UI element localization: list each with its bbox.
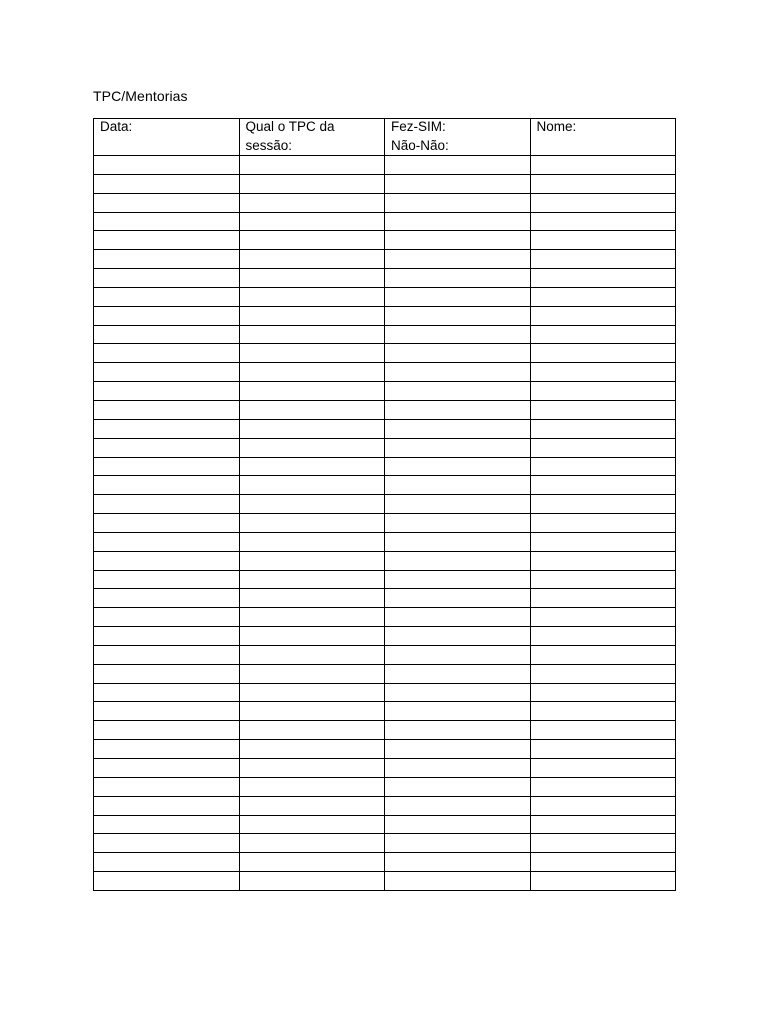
column-header-label: Qual o TPC da sessão: — [245, 119, 335, 153]
table-row — [94, 269, 676, 288]
table-row — [94, 589, 676, 608]
table-cell-fez — [385, 495, 531, 514]
table-row — [94, 796, 676, 815]
table-cell-tpc — [239, 551, 385, 570]
table-cell-fez — [385, 306, 531, 325]
table-row — [94, 815, 676, 834]
table-cell-data — [94, 400, 240, 419]
table-cell-nome — [530, 495, 676, 514]
table-cell-fez — [385, 193, 531, 212]
column-header-tpc — [239, 119, 385, 156]
table-cell-nome — [530, 325, 676, 344]
table-cell-tpc — [239, 514, 385, 533]
table-cell-tpc — [239, 589, 385, 608]
table-cell-data — [94, 306, 240, 325]
table-cell-tpc — [239, 721, 385, 740]
table-row — [94, 174, 676, 193]
table-cell-nome — [530, 514, 676, 533]
table-cell-nome — [530, 627, 676, 646]
table-cell-nome — [530, 872, 676, 891]
table-cell-nome — [530, 212, 676, 231]
table-cell-tpc — [239, 174, 385, 193]
table-cell-data — [94, 608, 240, 627]
table-cell-tpc — [239, 212, 385, 231]
table-cell-fez — [385, 853, 531, 872]
table-cell-fez — [385, 287, 531, 306]
table-row — [94, 777, 676, 796]
table-cell-data — [94, 532, 240, 551]
table-cell-fez — [385, 815, 531, 834]
table-cell-tpc — [239, 476, 385, 495]
table-cell-nome — [530, 174, 676, 193]
table-cell-fez — [385, 627, 531, 646]
table-row — [94, 306, 676, 325]
table-row — [94, 872, 676, 891]
column-header-label: Fez-SIM: Não-Não: — [391, 119, 449, 153]
table-cell-fez — [385, 250, 531, 269]
table-cell-tpc — [239, 306, 385, 325]
table-cell-data — [94, 514, 240, 533]
table-cell-tpc — [239, 325, 385, 344]
table-cell-nome — [530, 570, 676, 589]
table-row — [94, 419, 676, 438]
table-cell-tpc — [239, 419, 385, 438]
table-cell-data — [94, 382, 240, 401]
table-row — [94, 156, 676, 175]
table-cell-fez — [385, 759, 531, 778]
table-cell-fez — [385, 589, 531, 608]
table-row — [94, 645, 676, 664]
table-cell-nome — [530, 363, 676, 382]
table-cell-tpc — [239, 438, 385, 457]
table-cell-data — [94, 212, 240, 231]
table-row — [94, 721, 676, 740]
table-row — [94, 250, 676, 269]
table-cell-data — [94, 156, 240, 175]
table-cell-data — [94, 627, 240, 646]
table-cell-fez — [385, 740, 531, 759]
table-cell-tpc — [239, 457, 385, 476]
table-row — [94, 627, 676, 646]
table-cell-data — [94, 325, 240, 344]
table-row — [94, 834, 676, 853]
table-cell-tpc — [239, 532, 385, 551]
table-cell-nome — [530, 400, 676, 419]
table-cell-tpc — [239, 645, 385, 664]
table-cell-nome — [530, 551, 676, 570]
table-cell-data — [94, 363, 240, 382]
table-cell-fez — [385, 514, 531, 533]
table-cell-fez — [385, 796, 531, 815]
column-header-label: Nome: — [536, 119, 577, 134]
table-cell-fez — [385, 325, 531, 344]
table-row — [94, 287, 676, 306]
table-cell-data — [94, 853, 240, 872]
table-row — [94, 495, 676, 514]
table-cell-nome — [530, 702, 676, 721]
table-cell-fez — [385, 645, 531, 664]
table-cell-data — [94, 419, 240, 438]
table-cell-fez — [385, 570, 531, 589]
table-cell-nome — [530, 683, 676, 702]
table-cell-nome — [530, 815, 676, 834]
table-cell-nome — [530, 721, 676, 740]
table-row — [94, 438, 676, 457]
table-cell-tpc — [239, 796, 385, 815]
table-cell-tpc — [239, 269, 385, 288]
table-row — [94, 193, 676, 212]
table-cell-tpc — [239, 495, 385, 514]
table-cell-nome — [530, 476, 676, 495]
table-cell-nome — [530, 759, 676, 778]
table-cell-nome — [530, 645, 676, 664]
table-cell-nome — [530, 419, 676, 438]
table-cell-fez — [385, 174, 531, 193]
table-cell-tpc — [239, 570, 385, 589]
table-row — [94, 363, 676, 382]
table-cell-fez — [385, 400, 531, 419]
table-row — [94, 212, 676, 231]
table-row — [94, 853, 676, 872]
table-cell-data — [94, 721, 240, 740]
table-cell-data — [94, 495, 240, 514]
table-cell-tpc — [239, 759, 385, 778]
table-cell-tpc — [239, 400, 385, 419]
table-row — [94, 570, 676, 589]
table-cell-tpc — [239, 627, 385, 646]
table-cell-data — [94, 570, 240, 589]
table-cell-tpc — [239, 872, 385, 891]
table-cell-nome — [530, 532, 676, 551]
table-cell-nome — [530, 156, 676, 175]
table-cell-data — [94, 702, 240, 721]
table-cell-tpc — [239, 250, 385, 269]
table-cell-tpc — [239, 664, 385, 683]
table-cell-fez — [385, 344, 531, 363]
table-cell-data — [94, 476, 240, 495]
table-cell-data — [94, 438, 240, 457]
table-cell-nome — [530, 269, 676, 288]
table-cell-nome — [530, 306, 676, 325]
column-header-data — [94, 119, 240, 156]
table-cell-nome — [530, 589, 676, 608]
table-row — [94, 608, 676, 627]
table-cell-data — [94, 872, 240, 891]
table-cell-data — [94, 796, 240, 815]
table-cell-nome — [530, 608, 676, 627]
column-header-label: Data: — [100, 119, 133, 134]
table-cell-data — [94, 269, 240, 288]
table-cell-tpc — [239, 363, 385, 382]
table-cell-fez — [385, 212, 531, 231]
table-cell-tpc — [239, 683, 385, 702]
table-cell-fez — [385, 872, 531, 891]
table-row — [94, 702, 676, 721]
table-cell-fez — [385, 702, 531, 721]
table-row — [94, 759, 676, 778]
document-title: TPC/Mentorias — [93, 88, 188, 104]
table-cell-fez — [385, 231, 531, 250]
table-cell-tpc — [239, 777, 385, 796]
table-cell-nome — [530, 344, 676, 363]
table-row — [94, 400, 676, 419]
table-row — [94, 683, 676, 702]
table-body — [94, 156, 676, 891]
table-cell-fez — [385, 721, 531, 740]
table-cell-fez — [385, 683, 531, 702]
table-row — [94, 740, 676, 759]
table-row — [94, 664, 676, 683]
table-cell-data — [94, 344, 240, 363]
table-cell-nome — [530, 382, 676, 401]
table-cell-nome — [530, 250, 676, 269]
tpc-table — [93, 118, 676, 891]
table-cell-fez — [385, 834, 531, 853]
table-cell-nome — [530, 287, 676, 306]
table-row — [94, 231, 676, 250]
table-cell-tpc — [239, 815, 385, 834]
table-row — [94, 476, 676, 495]
table-cell-nome — [530, 664, 676, 683]
table-cell-data — [94, 287, 240, 306]
table-cell-data — [94, 645, 240, 664]
table-cell-data — [94, 815, 240, 834]
table-cell-data — [94, 589, 240, 608]
table-cell-tpc — [239, 853, 385, 872]
table-cell-fez — [385, 476, 531, 495]
table-cell-data — [94, 777, 240, 796]
table-cell-tpc — [239, 156, 385, 175]
table-header-row — [94, 119, 676, 156]
table-cell-data — [94, 683, 240, 702]
table-row — [94, 325, 676, 344]
table-cell-fez — [385, 363, 531, 382]
table-cell-data — [94, 193, 240, 212]
table-cell-tpc — [239, 344, 385, 363]
table-cell-data — [94, 664, 240, 683]
table-cell-nome — [530, 834, 676, 853]
table-cell-data — [94, 457, 240, 476]
table-cell-nome — [530, 231, 676, 250]
column-header-fez — [385, 119, 531, 156]
table-row — [94, 382, 676, 401]
table-cell-tpc — [239, 608, 385, 627]
table-cell-fez — [385, 457, 531, 476]
table-row — [94, 457, 676, 476]
table-cell-fez — [385, 382, 531, 401]
table-cell-fez — [385, 438, 531, 457]
table-cell-nome — [530, 853, 676, 872]
table-row — [94, 344, 676, 363]
table-cell-fez — [385, 419, 531, 438]
table-row — [94, 532, 676, 551]
table-cell-data — [94, 250, 240, 269]
table-cell-tpc — [239, 231, 385, 250]
table-cell-tpc — [239, 193, 385, 212]
table-cell-nome — [530, 193, 676, 212]
table-cell-nome — [530, 796, 676, 815]
table-cell-nome — [530, 777, 676, 796]
table-cell-data — [94, 834, 240, 853]
table-cell-data — [94, 759, 240, 778]
table-cell-data — [94, 174, 240, 193]
table-cell-nome — [530, 457, 676, 476]
table-cell-data — [94, 740, 240, 759]
table-cell-tpc — [239, 382, 385, 401]
table-cell-fez — [385, 269, 531, 288]
table-cell-tpc — [239, 834, 385, 853]
table-cell-fez — [385, 777, 531, 796]
table-cell-tpc — [239, 702, 385, 721]
table-cell-data — [94, 551, 240, 570]
table-cell-fez — [385, 532, 531, 551]
table-cell-fez — [385, 608, 531, 627]
column-header-nome — [530, 119, 676, 156]
table-cell-nome — [530, 740, 676, 759]
table-row — [94, 551, 676, 570]
table-row — [94, 514, 676, 533]
table-cell-fez — [385, 664, 531, 683]
table-cell-nome — [530, 438, 676, 457]
table-cell-fez — [385, 551, 531, 570]
table-cell-fez — [385, 156, 531, 175]
table-cell-data — [94, 231, 240, 250]
table-cell-tpc — [239, 740, 385, 759]
table-cell-tpc — [239, 287, 385, 306]
